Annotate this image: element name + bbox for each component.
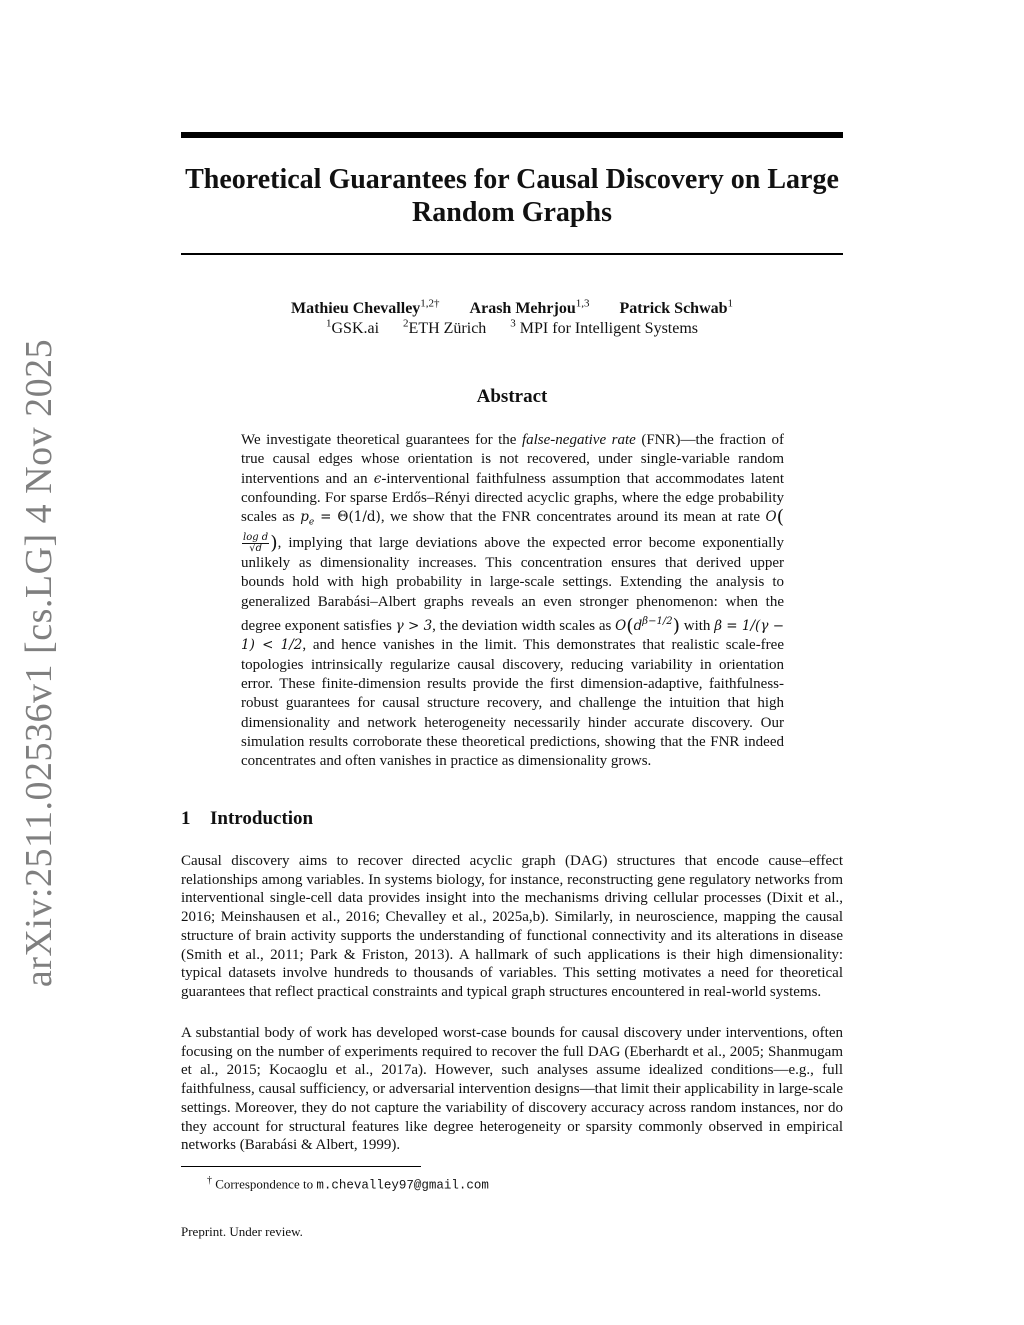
affiliation-mark: 2: [403, 317, 409, 330]
math-gamma-condition: γ > 3: [395, 618, 433, 635]
abstract-text-run: , implying that large deviations above the expected error become exponentially unlikely as dimensionality increases. This concentration ensures that derived upper bounds hold with high probability in large-scale settings. Extending the analysis to generalized Barabási–Albert graphs reveals an even stronger phenomenon: when the degree exponent satisfies: [241, 535, 784, 635]
footnote-rule: [181, 1166, 421, 1167]
footnote: [207, 1172, 807, 1194]
author-names: [181, 299, 843, 319]
abstract-text-run: , we show that the FNR concentrates around its mean at rate: [380, 509, 766, 526]
math-beta-definition: β = 1/(γ − 1) < 1/2: [241, 618, 785, 654]
abstract-text-run: with: [679, 618, 715, 635]
author-marks: 1,3: [575, 297, 590, 310]
abstract-text-run: , and hence vanishes in the limit. This demonstrates that realistic scale-free topologies intrinsically regularize causal discovery, reducing variability in orientation error. These finite-dimension results provide the first dimension-adaptive, faithfulness-robust guarantees for causal structure recovery, and challenge the intuition that high dimensionality and network heterogeneity necessarily hinder accurate discovery. Our simulation results corroborate these theoretical predictions, showing that the FNR indeed concentrates and often vanishes in practice as dimensionality grows.: [241, 637, 784, 770]
author-block: [181, 299, 843, 339]
affiliation-name: ETH Zürich: [408, 320, 487, 337]
math-symbol: p: [300, 509, 309, 526]
affiliation-name: GSK.ai: [331, 320, 380, 337]
paper-title: Theoretical Guarantees for Causal Discovery on Large Random Graphs: [185, 164, 839, 228]
abstract-text-run: , the deviation width scales as: [432, 618, 616, 635]
math-epsilon: ϵ: [373, 470, 382, 487]
footnote-mark: †: [207, 1175, 212, 1186]
math-symbol: O: [765, 509, 777, 526]
author-name: Patrick Schwab: [619, 300, 728, 317]
abstract-text: [241, 431, 784, 771]
title-top-rule: [181, 132, 843, 138]
fraction-denominator: √d: [249, 543, 262, 555]
affiliations: [181, 319, 843, 339]
preprint-notice: Preprint. Under review.: [181, 1224, 303, 1239]
affiliation-name: MPI for Intelligent Systems: [519, 320, 699, 337]
affiliation-mark: 1: [325, 317, 332, 330]
fraction-numerator: log d: [243, 532, 269, 544]
title-bottom-rule: [181, 253, 843, 255]
abstract-heading: Abstract: [476, 386, 548, 407]
math-rate: O( $\frac{\text{log d}}{√d}$ ): [243, 506, 785, 555]
abstract-emphasis: false-negative rate: [521, 432, 636, 448]
math-subscript: e: [308, 517, 315, 528]
math-expression: = Θ(1/d): [314, 509, 381, 526]
math-symbol: O: [615, 618, 627, 635]
abstract-text-run: (FNR)—the fraction of true causal edges whose orientation is not recovered, under single-variable random interventions and an: [241, 432, 784, 487]
affiliation-mark: 3: [510, 317, 516, 330]
author-name: Mathieu Chevalley: [290, 300, 421, 317]
intro-paragraph: A substantial body of work has developed worst-case bounds for causal discovery under interventions, often focusing on the number of experiments required to recover the full DAG (Eberhardt et al., 2005; Shanmugam et al., 2015; Kocaoglu et al., 2017a). However, such analyses assume idealized conditions—e.g., full faithfulness, causal sufficiency, or adversarial intervention designs—that limit their applicability in large-scale settings. Moreover, they do not capture the variability of discovery accuracy across random instances, nor do they account for structural features like degree heterogeneity or sparsity commonly observed in empirical networks (Barabási & Albert, 1999).: [181, 1025, 844, 1154]
author-name: Arash Mehrjou: [469, 300, 576, 317]
math-deviation-width: $O(d^{\beta-1/2})$: [615, 615, 680, 638]
section-title: Introduction: [210, 808, 314, 829]
math-symbol: d: [633, 618, 643, 635]
math-edge-probability: [300, 509, 381, 528]
section-number: 1: [181, 808, 191, 829]
intro-paragraph: Causal discovery aims to recover directed acyclic graph (DAG) structures that encode cause–effect relationships among variables. In systems biology, for instance, reconstructing gene regulatory networks from interventional single-cell data provides insight into the mechanisms driving cellular processes (Dixit et al., 2016; Meinshausen et al., 2016; Chevalley et al., 2025a,b). Similarly, in neuroscience, mapping the causal structure of brain activity supports the understanding of functional connectivity and its alterations in disease (Smith et al., 2011; Park & Friston, 2013). A hallmark of such applications is their high dimensionality: typical datasets involve hundreds to thousands of variables. This setting motivates a need for theoretical guarantees that reflect practical constraints and typical graph structures encountered in real-world systems.: [181, 853, 843, 1000]
author-marks: 1,2†: [420, 297, 440, 310]
author-marks: 1: [727, 297, 734, 310]
math-exponent: β−1/2: [642, 616, 673, 628]
correspondence-email[interactable]: m.chevalley97@gmail.com: [316, 1178, 489, 1193]
section-heading: [181, 807, 843, 831]
abstract-text-run: -interventional faithfulness assumption that accommodates latent confounding. For sparse Erdős–Rényi directed acyclic graphs, where the edge probability scales as: [241, 470, 785, 526]
abstract-text-run: We investigate theoretical guarantees for the: [241, 432, 522, 448]
math-fraction: [242, 533, 269, 554]
footnote-text: Correspondence to: [215, 1176, 317, 1192]
arxiv-identifier[interactable]: arXiv:2511.02536v1 [cs.LG] 4 Nov 2025: [18, 338, 60, 988]
